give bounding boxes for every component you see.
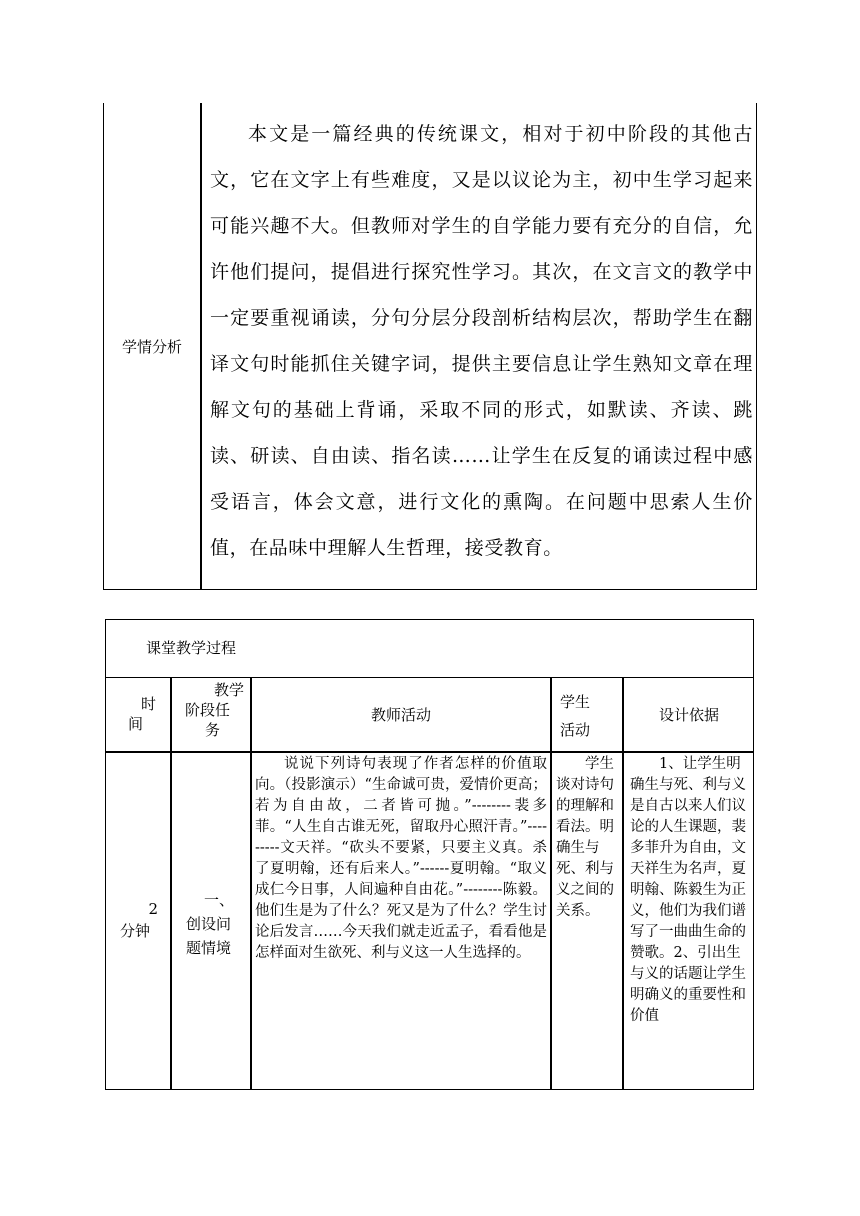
row-stage: 一、 创设问 题情境 [186, 891, 234, 957]
row-design-basis: 1、让学生明确生与死、利与义是自古以来人们议论的人生课题，裴多菲升为自由，文天祥生为名声，夏明翰、陈毅生为正义，他们为我们谱写了一曲曲生命的赞歌。2、引出生与义的话题让学生明确义的重要性和价值 [630, 756, 746, 1024]
analysis-label: 学情分析 [121, 337, 182, 356]
grid-line [250, 678, 252, 1089]
header-stage: 教学 阶段任 务 [185, 681, 244, 739]
header-student-activity: 学生 活动 [560, 693, 591, 739]
row-time: 2 分钟 [120, 900, 158, 940]
grid-line [622, 678, 624, 1089]
header-divider [106, 751, 753, 753]
learning-analysis-table [103, 103, 757, 590]
grid-line [550, 678, 552, 1089]
row-student-activity: 学生谈对诗句的理解和看法。明确生与死、利与义之间的关系。 [556, 756, 614, 919]
header-teacher-activity: 教师活动 [370, 706, 431, 724]
table-title-row [106, 620, 753, 678]
table-title: 课堂教学过程 [146, 639, 237, 657]
analysis-text: 本文是一篇经典的传统课文，相对于初中阶段的其他古文，它在文字上有些难度，又是以议论为主，初中生学习起来可能兴趣不大。但教师对学生的自学能力要有充分的自信，允许他们提问，提倡进行探究性学习。其次，在文言文的教学中一定要重视诵读，分句分层分段剖析结构层次，帮助学生在翻译文句时能抓住关键字词，提供主要信息让学生熟知文章在理解文句的基础上背诵，采取不同的形式，如默读、齐读、跳读、研读、自由读、指名读……让学生在反复的诵读过程中感受语言，体会文意，进行文化的熏陶。在问题中思索人生价值，在品味中理解人生哲理，接受教育。 [210, 123, 753, 559]
header-design-basis: 设计依据 [658, 706, 719, 724]
teaching-process-table [105, 619, 754, 1090]
header-time: 时 间 [128, 695, 156, 733]
row-teacher-activity: 说说下列诗句表现了作者怎样的价值取向。（投影演示）“生命诚可贵，爱情价更高；若为自由故，二者皆可抛。”--------裴多菲。“人生自古谁无死，留取丹心照汗青。”---------文天祥。“砍头不要紧，只要主义真。杀了夏明翰，还有后来人。”------夏明翰。“取义成仁今日事，人间遍种自由花。”--------陈毅。他们生是为了什么？死又是为了什么？学生讨论后发言……今天我们就走近孟子，看看他是怎样面对生欲死、利与义这一人生选择的。 [255, 756, 547, 961]
column-divider [200, 103, 202, 589]
